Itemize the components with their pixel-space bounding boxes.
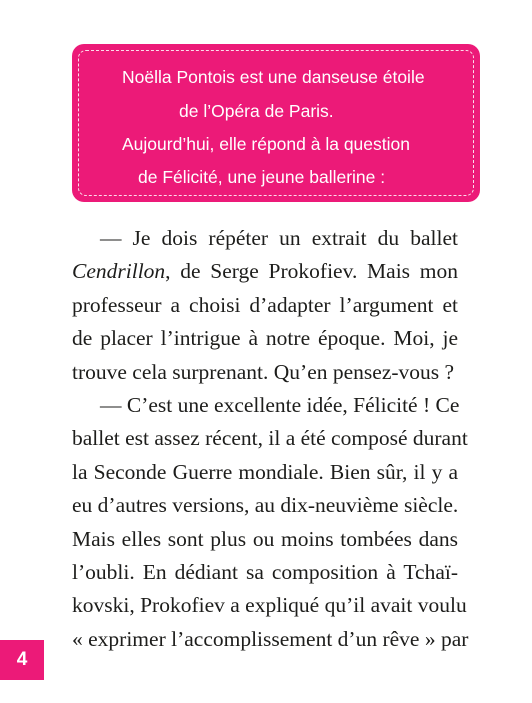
page-number: 4 <box>16 649 28 670</box>
body-line-11: l’oubli. En dédiant sa composition à Tchaï- <box>72 559 458 584</box>
intro-line-3: Aujourd’hui, elle répond à la question <box>122 134 410 154</box>
body-line-7: ballet est assez récent, il a été composé durant <box>72 426 468 451</box>
page-number-tab <box>0 640 44 680</box>
body-line-2 <box>72 255 458 288</box>
intro-line-1: Noëlla Pontois est une danseuse étoile <box>122 67 425 87</box>
body-line-3: professeur a choisi d’adapter l’argument et <box>72 292 458 317</box>
body-line-8: la Seconde Guerre mondiale. Bien sûr, il y a <box>72 459 458 484</box>
ballet-title: Cendrillon <box>72 259 166 284</box>
body-line-9: eu d’autres versions, au dix-neuvième siècle. <box>72 493 459 518</box>
intro-line-4: de Félicité, une jeune ballerine : <box>138 167 386 187</box>
body-line-6: — C’est une excellente idée, Félicité ! Ce <box>100 392 460 417</box>
body-line-13: « exprimer l’accomplissement d’un rêve » par <box>72 626 469 651</box>
body-text <box>72 222 469 656</box>
intro-box <box>72 44 480 202</box>
body-line-10: Mais elles sont plus ou moins tombées dans <box>72 526 458 551</box>
body-line-4: de placer l’intrigue à notre époque. Moi, je <box>72 326 458 351</box>
body-line-2-rest: , de Serge Prokofiev. Mais mon <box>165 259 458 284</box>
body-line-12: kovski, Prokofiev a expliqué qu’il avait voulu <box>72 593 467 618</box>
intro-line-2: de l’Opéra de Paris. <box>179 101 334 121</box>
body-line-5: trouve cela surprenant. Qu’en pensez-vous ? <box>72 359 455 384</box>
body-line-1: — Je dois répéter un extrait du ballet <box>100 226 458 250</box>
